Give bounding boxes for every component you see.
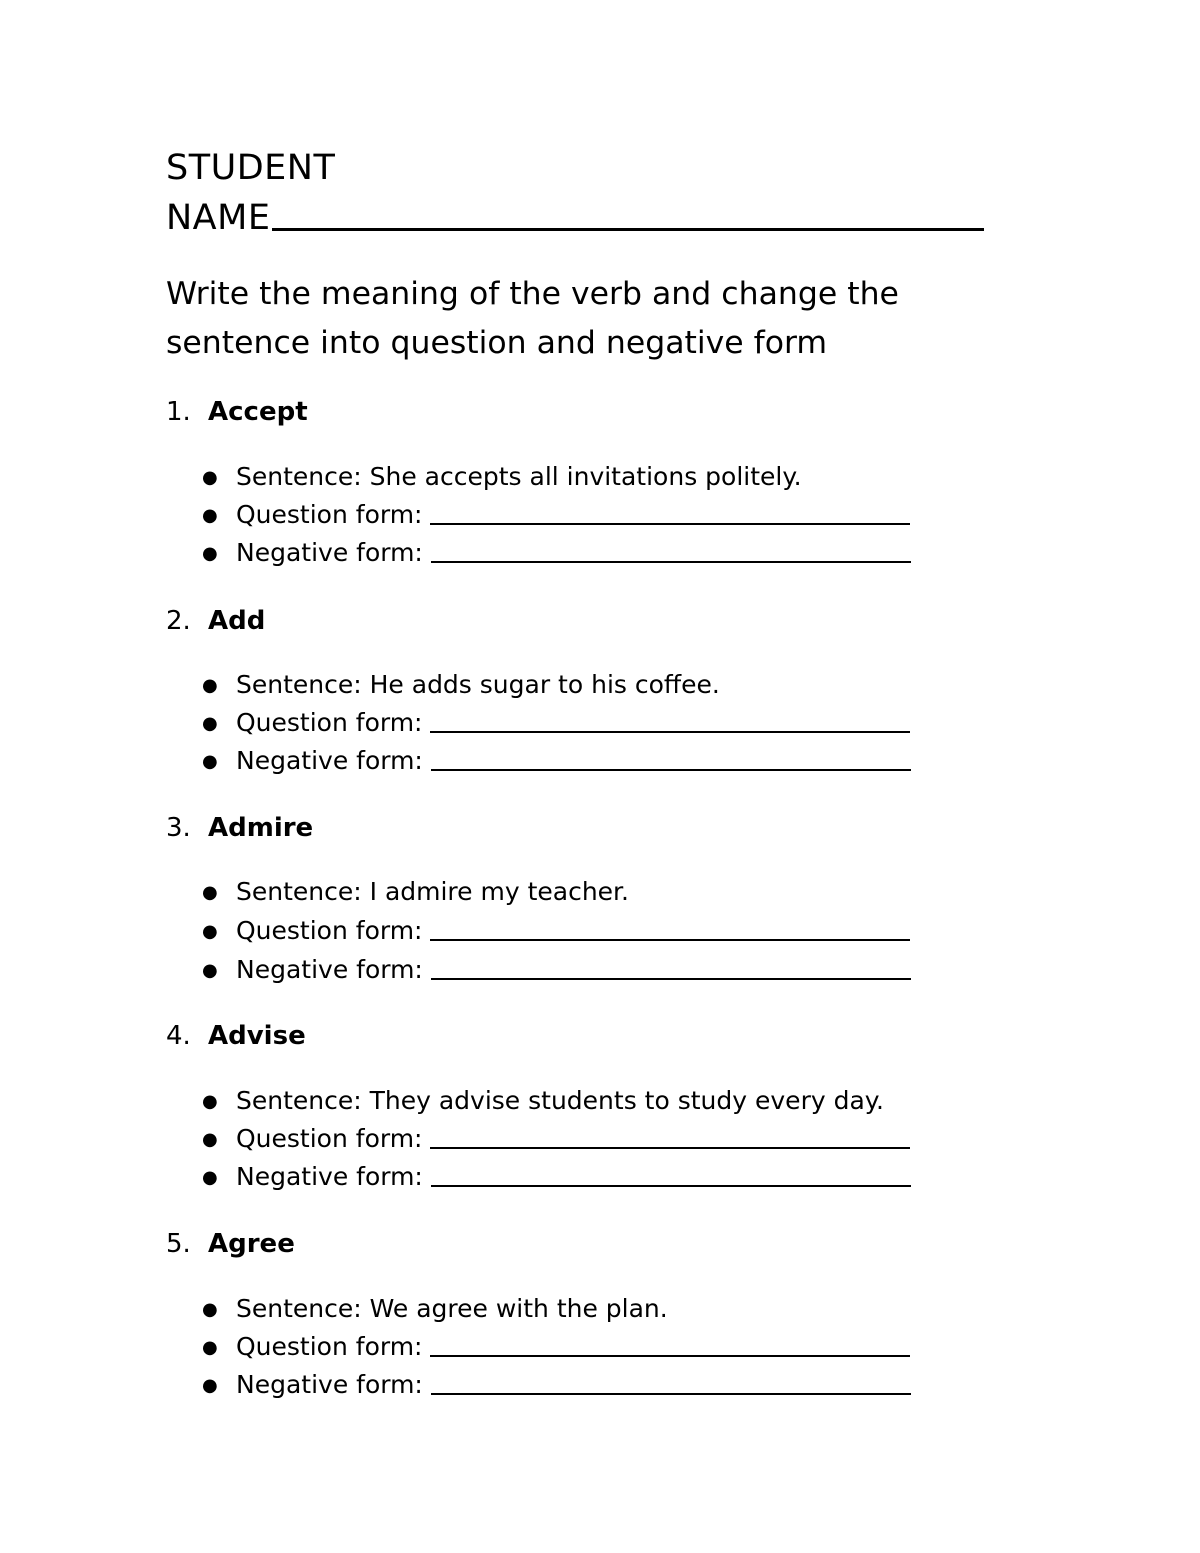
bullet-icon: ● [202, 751, 218, 772]
question-form-item [202, 1122, 910, 1157]
negative-form-item [202, 1160, 911, 1195]
bullet-icon: ● [202, 1091, 218, 1112]
sentence-text: Sentence: He adds sugar to his coffee. [236, 670, 720, 699]
verb-word: Advise [208, 1021, 306, 1051]
verb-number: 3. [166, 813, 191, 843]
question-form-blank[interactable] [430, 499, 910, 525]
negative-form-blank[interactable] [431, 745, 911, 771]
negative-form-label: Negative form: [236, 538, 423, 567]
bullet-icon: ● [202, 467, 218, 488]
negative-form-blank[interactable] [431, 537, 911, 563]
verb-number: 2. [166, 606, 191, 636]
question-form-blank[interactable] [430, 707, 910, 733]
instructions-line1: Write the meaning of the verb and change the [166, 276, 899, 312]
verb-number: 1. [166, 397, 191, 427]
bullet-icon: ● [202, 1375, 218, 1396]
question-form-item [202, 498, 910, 533]
verb-number: 5. [166, 1229, 191, 1259]
bullet-icon: ● [202, 713, 218, 734]
negative-form-item [202, 1368, 911, 1403]
bullet-icon: ● [202, 1337, 218, 1358]
verb-word: Agree [208, 1229, 295, 1259]
negative-form-label: Negative form: [236, 1370, 423, 1399]
sentence-item [202, 460, 802, 495]
question-form-label: Question form: [236, 708, 423, 737]
question-form-blank[interactable] [430, 1123, 910, 1149]
student-label-line2: NAME [166, 198, 271, 238]
bullet-icon: ● [202, 1167, 218, 1188]
bullet-icon: ● [202, 543, 218, 564]
sentence-text: Sentence: I admire my teacher. [236, 877, 629, 906]
bullet-icon: ● [202, 882, 218, 903]
negative-form-item [202, 744, 911, 779]
bullet-icon: ● [202, 675, 218, 696]
question-form-label: Question form: [236, 1124, 423, 1153]
negative-form-label: Negative form: [236, 955, 423, 984]
verb-heading [166, 604, 265, 638]
sentence-text: Sentence: We agree with the plan. [236, 1294, 668, 1323]
bullet-icon: ● [202, 960, 218, 981]
bullet-icon: ● [202, 505, 218, 526]
question-form-item [202, 914, 910, 949]
bullet-icon: ● [202, 1129, 218, 1150]
bullet-icon: ● [202, 921, 218, 942]
verb-heading [166, 1227, 295, 1261]
question-form-blank[interactable] [430, 1331, 910, 1357]
verb-number: 4. [166, 1021, 191, 1051]
bullet-icon: ● [202, 1299, 218, 1320]
sentence-item [202, 1084, 884, 1119]
verb-word: Accept [208, 397, 308, 427]
negative-form-blank[interactable] [431, 1369, 911, 1395]
sentence-item [202, 875, 629, 910]
verb-heading [166, 1019, 306, 1053]
sentence-item [202, 668, 720, 703]
verb-word: Add [208, 606, 266, 636]
question-form-item [202, 1330, 910, 1365]
verb-heading [166, 395, 308, 429]
negative-form-item [202, 953, 911, 988]
negative-form-blank[interactable] [431, 954, 911, 980]
question-form-item [202, 706, 910, 741]
instructions [166, 270, 1026, 368]
question-form-label: Question form: [236, 500, 423, 529]
instructions-line2: sentence into question and negative form [166, 325, 828, 361]
sentence-item [202, 1292, 668, 1327]
question-form-label: Question form: [236, 916, 423, 945]
sentence-text: Sentence: They advise students to study every day. [236, 1086, 884, 1115]
negative-form-label: Negative form: [236, 1162, 423, 1191]
verb-word: Admire [208, 813, 314, 843]
student-label-line1: STUDENT [166, 148, 336, 188]
negative-form-item [202, 536, 911, 571]
question-form-label: Question form: [236, 1332, 423, 1361]
verb-heading [166, 811, 313, 845]
negative-form-blank[interactable] [431, 1161, 911, 1187]
negative-form-label: Negative form: [236, 746, 423, 775]
question-form-blank[interactable] [430, 915, 910, 941]
sentence-text: Sentence: She accepts all invitations politely. [236, 462, 802, 491]
student-name-blank[interactable] [272, 228, 984, 231]
